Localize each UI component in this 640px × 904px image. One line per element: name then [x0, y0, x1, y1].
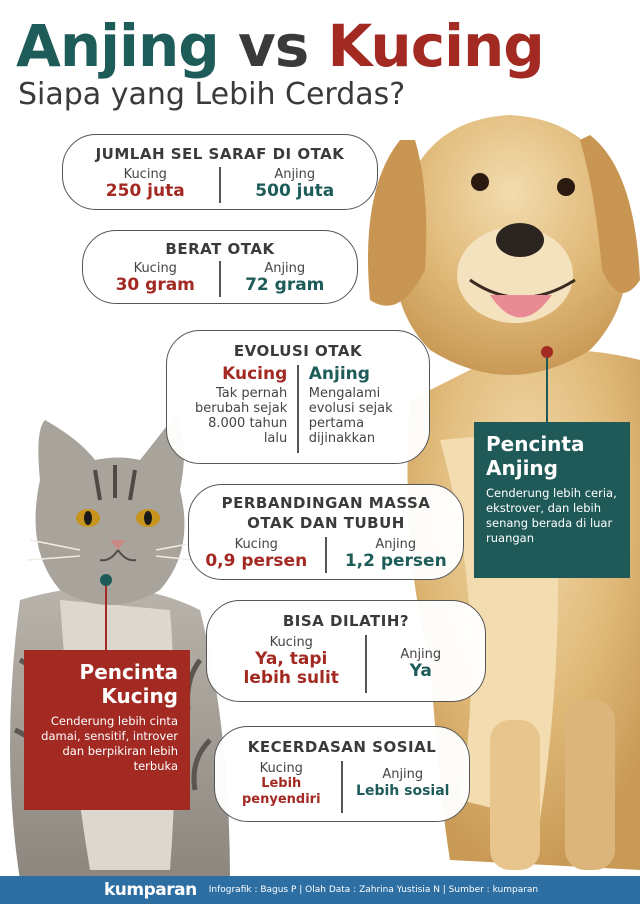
comparison-heading: BISA DILATIH? — [282, 612, 410, 630]
cat-lover-title: Pencinta Kucing — [79, 660, 178, 708]
footer-credits: Infografik : Bagus P | Olah Data : Zahrina Yustisia N | Sumber : kumparan — [208, 885, 539, 895]
dog-value: 72 gram — [245, 275, 325, 295]
cat-label: Kucing — [269, 635, 313, 650]
divider — [219, 261, 221, 297]
comparison-box-neurons — [62, 134, 378, 210]
dog-lover-title: Pencinta Anjing — [486, 432, 585, 480]
dog-label: Anjing — [308, 364, 370, 384]
dog-value: Mengalami evolusi sejak pertama dijinakkan — [308, 386, 393, 446]
comparison-heading: BERAT OTAK — [165, 240, 275, 258]
divider — [219, 167, 221, 203]
subtitle: Siapa yang Lebih Cerdas? — [18, 77, 406, 112]
divider — [297, 365, 299, 453]
cat-lover-card — [24, 650, 190, 810]
dog-pin-line — [546, 358, 548, 422]
cat-label: Kucing — [234, 537, 278, 552]
cat-label: Kucing — [259, 761, 303, 776]
divider — [325, 537, 327, 573]
title-dog: Anjing — [16, 12, 219, 80]
cat-value: 30 gram — [115, 275, 195, 295]
dog-label: Anjing — [400, 647, 442, 662]
title-vs: vs — [237, 12, 309, 80]
cat-label: Kucing — [123, 167, 167, 182]
comparison-heading: JUMLAH SEL SARAF DI OTAK — [95, 145, 345, 163]
comparison-box-evolution — [166, 330, 430, 464]
comparison-box-mass-ratio — [188, 484, 464, 580]
dog-label: Anjing — [382, 767, 424, 782]
comparison-box-social — [214, 726, 470, 822]
divider — [365, 635, 367, 693]
dog-value: Ya — [409, 661, 432, 681]
cat-label: Kucing — [222, 364, 288, 384]
cat-lover-desc: Cenderung lebih cinta damai, sensitif, introver dan berpikiran lebih terbuka — [41, 714, 178, 773]
cat-value: Ya, tapi lebih sulit — [243, 649, 339, 688]
dog-label: Anjing — [264, 261, 306, 276]
dog-pin-dot — [541, 346, 553, 358]
footer-bar — [0, 876, 640, 904]
dog-value: 500 juta — [255, 181, 335, 201]
dog-value: Lebih sosial — [356, 783, 450, 799]
comparison-box-trainable — [206, 600, 486, 702]
cat-label: Kucing — [133, 261, 177, 276]
kumparan-logo: kumparan — [104, 880, 197, 900]
dog-lover-desc: Cenderung lebih ceria, ekstrover, dan lebih senang berada di luar ruangan — [486, 486, 617, 545]
dog-lover-card — [474, 422, 630, 578]
dog-label: Anjing — [375, 537, 417, 552]
main-title — [16, 14, 544, 78]
comparison-heading: KECERDASAN SOSIAL — [247, 738, 437, 756]
title-cat: Kucing — [327, 12, 544, 80]
cat-value: Tak pernah berubah sejak 8.000 tahun lalu — [194, 386, 288, 446]
comparison-heading: EVOLUSI OTAK — [233, 342, 363, 360]
divider — [341, 761, 343, 813]
cat-pin-dot — [100, 574, 112, 586]
cat-value: 0,9 persen — [205, 551, 308, 571]
comparison-heading: PERBANDINGAN MASSA OTAK DAN TUBUH — [221, 494, 431, 532]
comparison-box-brain-weight — [82, 230, 358, 304]
dog-label: Anjing — [274, 167, 316, 182]
cat-pin-line — [105, 586, 107, 650]
dog-value: 1,2 persen — [344, 551, 447, 571]
cat-value: 250 juta — [105, 181, 185, 201]
cat-value: Lebih penyendiri — [241, 776, 321, 807]
